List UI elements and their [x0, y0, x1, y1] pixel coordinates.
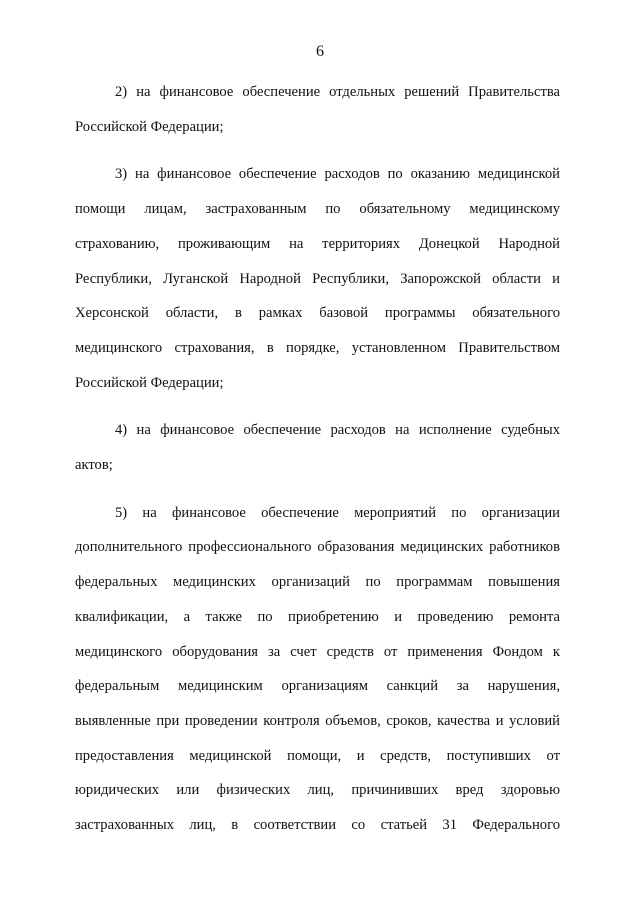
paragraph-item-3: 3) на финансовое обеспечение расходов по оказанию медицинской помощи лицам, застрахованным по обязательному медицинскому страхованию, проживающим на территориях Донецкой Народной Республики, Луганской Народной Республики, Запорожской области и Херсонской области, в рамках базовой программы обязательного медицинского страхования, в порядке, установленном Правительством Российской Федерации; — [75, 166, 560, 391]
page-number: 6 — [316, 43, 324, 60]
paragraph-item-4: 4) на финансовое обеспечение расходов на исполнение судебных актов; — [75, 422, 560, 474]
document-body — [75, 75, 560, 856]
paragraph-item-5: 5) на финансовое обеспечение мероприятий по организации дополнительного профессионального образования медицинских работников федеральных медицинских организаций по программам повышения квалификации, а также по приобретению и проведению ремонта медицинского оборудования за счет средств от применения Фондом к федеральным медицинским организациям санкций за нарушения, выявленные при проведении контроля объемов, сроков, качества и условий предоставления медицинской помощи, и средств, поступивших от юридических или физических лиц, причинивших вред здоровью застрахованных лиц, в соответствии со статьей 31 Федерального — [75, 504, 560, 834]
paragraph-item-2: 2) на финансовое обеспечение отдельных решений Правительства Российской Федерации; — [75, 84, 560, 135]
